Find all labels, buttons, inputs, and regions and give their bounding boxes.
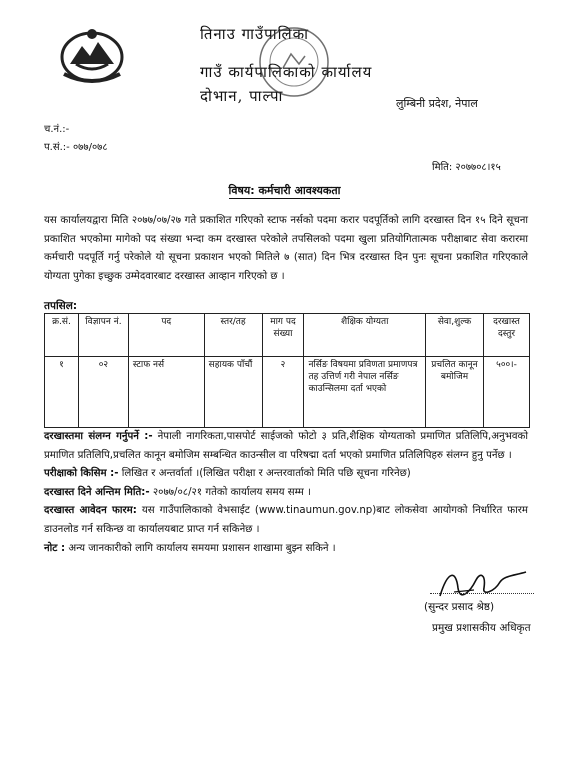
col-header-qualification: शैक्षिक योग्यता: [304, 314, 426, 357]
col-header-serial: क्र.सं.: [45, 314, 79, 357]
col-header-application-fee: दरखास्त दस्तुर: [484, 314, 530, 357]
note-paragraph: नोट : अन्य जानकारीको लागि कार्यालय समयमा प्रशासन शाखामा बुझ्न सकिने ।: [44, 542, 336, 554]
signer-name: (सुन्दर प्रसाद श्रेष्ठ): [424, 601, 495, 613]
conditions-section: [44, 428, 528, 558]
issue-date: मिति: २०७७०८।१५: [432, 162, 501, 173]
vacancy-table: [44, 313, 530, 428]
signature-icon: [434, 562, 534, 604]
office-name: गाउँ कार्यपालिकाको कार्यालय: [200, 63, 373, 81]
patra-sankhya: प.सं.:- ०७७/०७८: [44, 142, 108, 153]
office-seal-stamp: [255, 24, 333, 100]
cell-advert-no: ०२: [78, 357, 128, 428]
cell-application-fee: ५००।-: [484, 357, 530, 428]
col-header-post: पद: [128, 314, 204, 357]
signer-title: प्रमुख प्रशासकीय अधिकृत: [432, 622, 531, 634]
chalani-number: च.नं.:-: [44, 124, 70, 135]
cell-serial: १: [45, 357, 79, 428]
cell-quota: २: [262, 357, 304, 428]
table-row: [45, 357, 530, 428]
col-header-level: स्तर/तह: [204, 314, 262, 357]
application-form-paragraph: दरखास्त आवेदन फारम: यस गाउँपालिकाको वेभसाईट (www.tinaumun.gov.np)बाट लोकसेवा आयोगको निर्धारित फारम डाउनलोड गर्न सकिन्छ वा कार्यालयबाट प्राप्त गर्न सकिनेछ ।: [44, 505, 528, 535]
nepal-emblem-icon: [56, 24, 128, 86]
cell-post: स्टाफ नर्स: [128, 357, 204, 428]
col-header-service-fee: सेवा,शुल्क: [426, 314, 484, 357]
signature-line: [430, 593, 534, 594]
col-header-advert-no: विज्ञापन नं.: [78, 314, 128, 357]
cell-service-fee: प्रचलित कानून बमोजिम: [426, 357, 484, 428]
province-label: लुम्बिनी प्रदेश, नेपाल: [396, 97, 478, 110]
office-location: दोभान, पाल्पा: [200, 87, 284, 105]
cell-qualification: नर्सिङ विषयमा प्रविणता प्रमाणपत्र तह उत्तिर्ण गरी नेपाल नर्सिङ काउन्सिलमा दर्ता भएको: [304, 357, 426, 428]
attachments-paragraph: दरखास्तमा संलग्न गर्नुपर्ने :- नेपाली नागरिकता,पासपोर्ट साईजको फोटो ३ प्रति,शैक्षिक योग्यताको प्रमाणित प्रतिलिपि,अनुभवको प्रमाणित प्रतिलिपि,प्रचलित कानून बमोजिम सम्बन्धित काउन्सील वा परिषद्मा दर्ता भएको प्रमाणित प्रतिलिपिहरु संलग्न हुनु पर्नेछ ।: [44, 431, 528, 461]
table-header-row: [45, 314, 530, 357]
col-header-quota: माग पद संख्या: [262, 314, 304, 357]
municipality-name: तिनाउ गाउँपालिका: [200, 25, 310, 43]
intro-paragraph: यस कार्यालयद्वारा मिति २०७७/०७/२७ गते प्रकाशित गरिएको स्टाफ नर्सको पदमा करार पदपूर्तिको लागि दरखास्त दिन १५ दिने सूचना प्रकाशित भएकोमा मागेको पद संख्या भन्दा कम दरखास्त परेकोले तपसिलको पदमा खुला प्रतियोगितात्मक परीक्षाबाट सेवा करारमा कर्मचारी पदपूर्ति गर्नु परेकोले यो सूचना प्रकाशन भएको मितिले ७ (सात) दिन भित्र दरखास्त दिन पुनः सूचना प्रकाशित गरिएकाले योग्यता पुगेका इच्छुक उम्मेदवारबाट दरखास्त आव्हान गरिएको छ ।: [44, 215, 528, 282]
exam-type-paragraph: परीक्षाको किसिम :- लिखित र अन्तर्वार्ता ।(लिखित परीक्षा र अन्तरवार्ताको मिति पछि सूचना गरिनेछ): [44, 468, 411, 480]
deadline-paragraph: दरखास्त दिने अन्तिम मिति:- २०७७/०८/२१ गतेको कार्यालय समय सम्म ।: [44, 486, 311, 498]
subject-heading: विषय: कर्मचारी आवश्यकता: [228, 184, 341, 197]
tapasil-label: तपसिल:: [44, 300, 78, 312]
cell-level: सहायक पाँचौं: [204, 357, 262, 428]
